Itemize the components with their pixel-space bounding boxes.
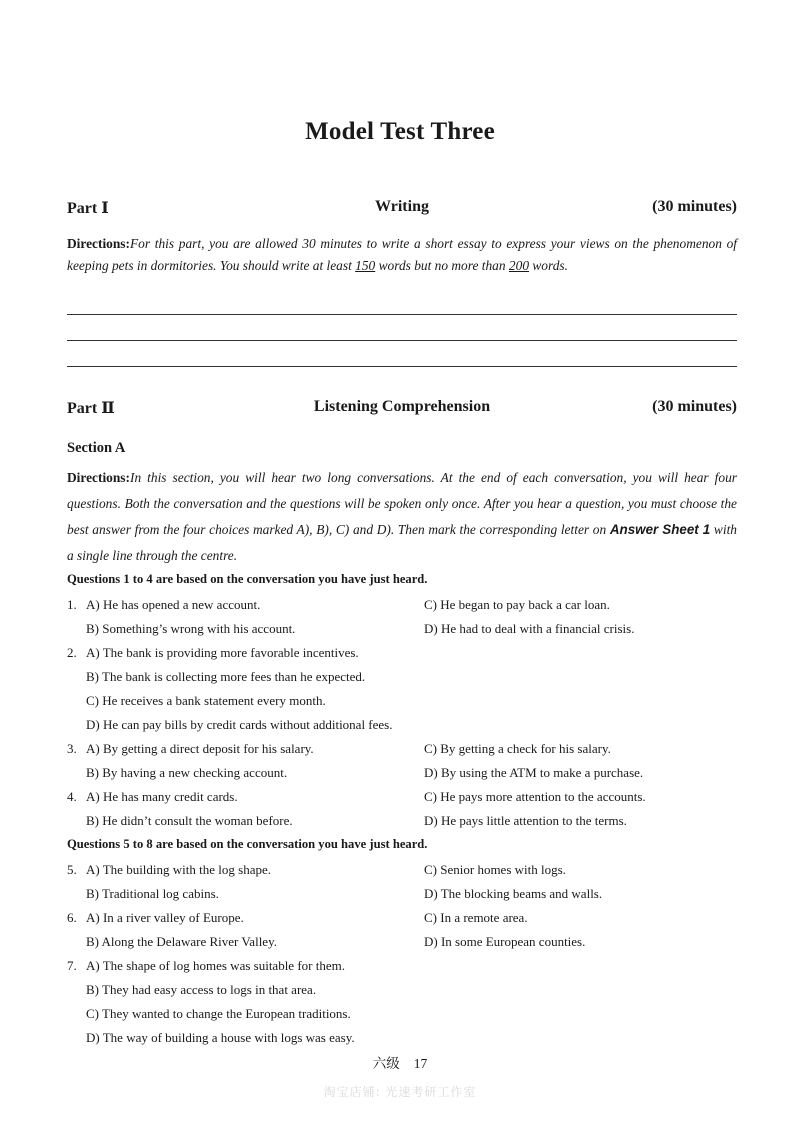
part-2-directions [67, 465, 737, 569]
section-a-heading: Section A [67, 440, 126, 456]
directions-label: Directions [67, 470, 126, 485]
directions-separator: : [125, 470, 130, 485]
page-footer [0, 1052, 800, 1072]
directions-text: In this section, you will hear two long conversations. At the end of each conversation, you will hear four questions. Both the conversation and the questions will be spoken only once. After you hear a question, you must choose the best answer from the four choices marked A), B), C) and D). Then mark the corresponding letter on [67, 470, 737, 537]
answer-line [67, 314, 737, 315]
question-number: 6. [67, 910, 77, 925]
part-1-label: Part Ⅰ [67, 200, 109, 217]
option-c: C) He began to pay back a car loan. [424, 597, 610, 612]
part-2-name: Listening Comprehension [313, 398, 491, 415]
directions-separator: : [125, 236, 130, 251]
exam-level: 六级 [372, 1056, 400, 1072]
option-b: B) Traditional log cabins. [86, 886, 219, 901]
part-2-header [67, 398, 737, 422]
option-d: D) He can pay bills by credit cards without additional fees. [86, 717, 393, 732]
max-words: 200 [508, 258, 530, 273]
option-d: D) The blocking beams and walls. [424, 886, 603, 901]
part-1-header [67, 198, 737, 222]
option-b: B) Along the Delaware River Valley. [86, 934, 277, 949]
directions-label: Directions [67, 236, 126, 251]
question-number: 4. [67, 789, 77, 804]
option-a: A) He has opened a new account. [86, 597, 261, 612]
option-b: B) They had easy access to logs in that area. [86, 982, 317, 997]
question-number: 2. [67, 645, 77, 660]
option-a: A) By getting a direct deposit for his salary. [86, 741, 314, 756]
part-1-directions [67, 233, 737, 277]
directions-text-2: words but no more than [375, 258, 509, 273]
option-a: A) The shape of log homes was suitable for them. [86, 958, 345, 973]
option-b: B) He didn’t consult the woman before. [86, 813, 293, 828]
part-1-name: Writing [375, 198, 429, 215]
option-a: A) In a river valley of Europe. [86, 910, 244, 925]
option-d: D) In some European counties. [424, 934, 586, 949]
question-group-heading: Questions 1 to 4 are based on the conversation you have just heard. [67, 572, 428, 586]
question-number: 5. [67, 862, 77, 877]
part-2-time: (30 minutes) [652, 398, 737, 415]
question-number: 7. [67, 958, 77, 973]
option-a: A) The bank is providing more favorable incentives. [86, 645, 359, 660]
question-group-heading: Questions 5 to 8 are based on the conversation you have just heard. [67, 837, 428, 851]
option-c: C) By getting a check for his salary. [424, 741, 611, 756]
option-c: C) In a remote area. [424, 910, 528, 925]
question-number: 3. [67, 741, 77, 756]
question-number: 1. [67, 597, 77, 612]
page-title: Model Test Three [305, 118, 495, 145]
option-d: D) He pays little attention to the terms. [424, 813, 627, 828]
option-d: D) The way of building a house with logs was easy. [86, 1030, 355, 1045]
min-words: 150 [355, 258, 376, 273]
directions-text-2: with a single line through the centre. [67, 522, 737, 563]
option-a: A) The building with the log shape. [86, 862, 271, 877]
option-c: C) They wanted to change the European traditions. [86, 1006, 351, 1021]
directions-text: For this part, you are allowed 30 minutes to write a short essay to express your views on the phenomenon of keeping pets in dormitories. You should write at least [67, 236, 737, 273]
option-b: B) Something’s wrong with his account. [86, 621, 296, 636]
page-number: 17 [413, 1056, 428, 1071]
option-d: D) By using the ATM to make a purchase. [424, 765, 644, 780]
part-1-time: (30 minutes) [652, 198, 737, 215]
option-b: B) By having a new checking account. [86, 765, 288, 780]
answer-sheet-ref: Answer Sheet 1 [609, 522, 711, 537]
watermark: 淘宝店铺: 光速考研工作室 [323, 1085, 477, 1099]
option-c: C) He pays more attention to the accounts. [424, 789, 646, 804]
option-a: A) He has many credit cards. [86, 789, 238, 804]
part-2-label: Part Ⅱ [67, 400, 115, 417]
answer-line [67, 366, 737, 367]
answer-line [67, 340, 737, 341]
option-c: C) Senior homes with logs. [424, 862, 566, 877]
directions-text-3: words. [529, 258, 568, 273]
option-b: B) The bank is collecting more fees than he expected. [86, 669, 366, 684]
option-d: D) He had to deal with a financial crisis. [424, 621, 635, 636]
option-c: C) He receives a bank statement every month. [86, 693, 326, 708]
